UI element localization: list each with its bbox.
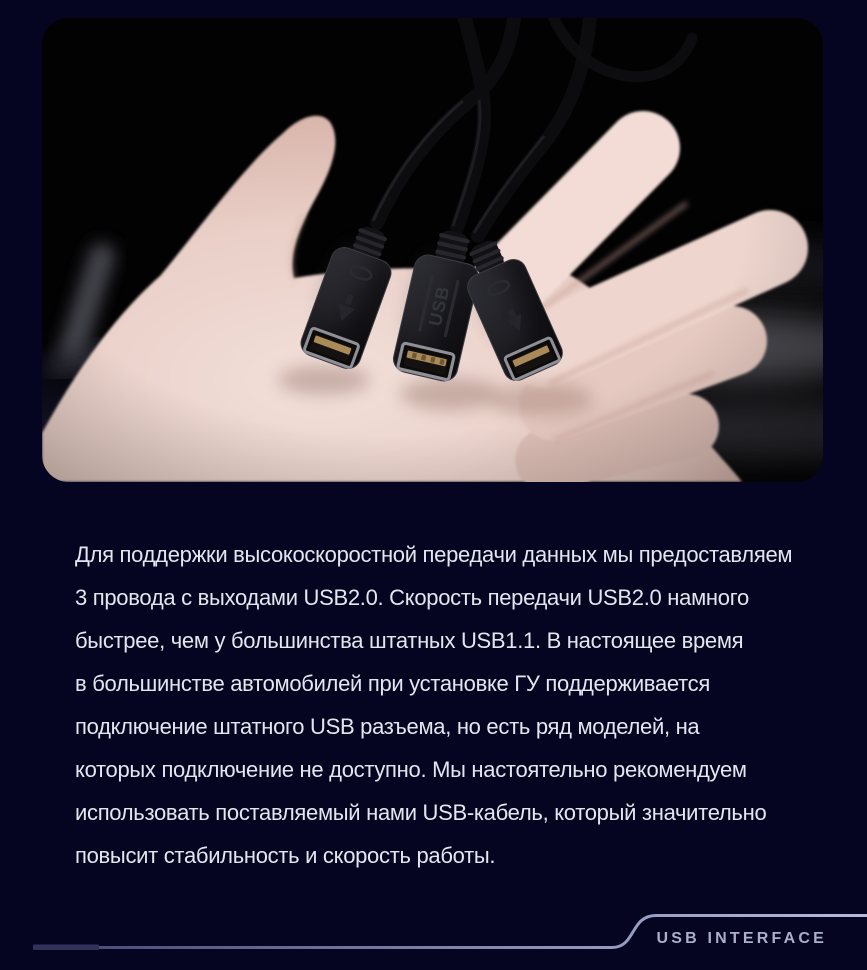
paragraph-line: Для поддержки высокоскоростной передачи данных мы предоставляем: [75, 542, 793, 567]
paragraph-line: использовать поставляемый нами USB-кабель, который значительно: [75, 800, 767, 825]
product-photo-art: [42, 18, 823, 482]
footer-label: USB INTERFACE: [656, 930, 827, 947]
paragraph-line: повысит стабильность и скорость работы.: [75, 843, 496, 868]
paragraph-line: подключение штатного USB разъема, но есть ряд моделей, на: [75, 714, 700, 739]
paragraph-line: быстрее, чем у большинства штатных USB1.1. В настоящее время: [75, 628, 744, 653]
product-photo: [42, 18, 823, 482]
paragraph-line: 3 провода с выходами USB2.0. Скорость передачи USB2.0 намного: [75, 585, 749, 610]
footer-line-accent: [33, 945, 99, 951]
paragraph-line: которых подключение не доступно. Мы настоятельно рекомендуем: [75, 757, 747, 782]
paragraph-line: в большинстве автомобилей при установке ГУ поддерживается: [75, 671, 710, 696]
vignette: [42, 18, 823, 482]
description-paragraph: [75, 533, 815, 877]
